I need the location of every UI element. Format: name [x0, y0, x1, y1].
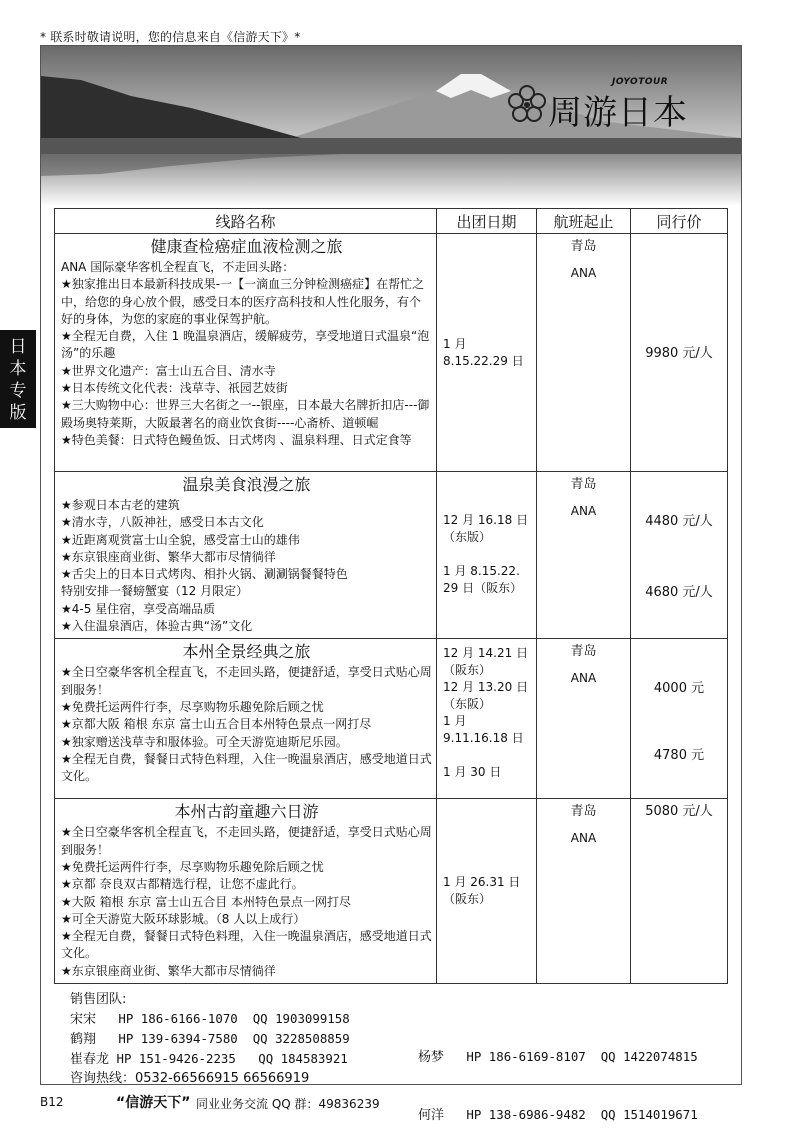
- route-line: ★近距离观赏富士山全貌，感受富士山的雄伟: [61, 532, 300, 547]
- contact-phone: HP 139-6394-7580: [118, 1031, 238, 1046]
- price-cell: [631, 234, 728, 472]
- route-description: [55, 472, 437, 639]
- header-price: 同行价: [631, 209, 728, 234]
- side-tab-char: 版: [9, 403, 27, 423]
- date-line: 1 月 8.15.22.: [443, 564, 520, 578]
- price-value: 4680 元/人: [645, 585, 713, 600]
- table-row: [55, 639, 728, 799]
- departure-city: 青岛: [570, 644, 597, 660]
- japan-edition-tab: [0, 330, 36, 428]
- flight-route: [537, 639, 631, 799]
- route-line: ★全程无自费，入住 1 晚温泉酒店，缓解疲劳，享受地道日式温泉“泡汤”的乐趣: [61, 329, 430, 361]
- date-line: （东阪）: [443, 697, 492, 712]
- route-line: ★可全天游览大阪环球影城。（8 人以上成行）: [61, 911, 306, 926]
- route-line: ★入住温泉酒店，体验古典“汤”文化: [61, 619, 253, 634]
- contact-phone: HP 151-9426-2235: [116, 1051, 236, 1066]
- price-value: 4780 元: [653, 748, 705, 764]
- price-value: 9980 元/人: [645, 346, 713, 361]
- price-value: 4480 元/人: [645, 514, 713, 529]
- contact-row: [418, 1105, 698, 1125]
- contact-row: [70, 1009, 350, 1029]
- date-line: 29 日（阪东）: [443, 581, 523, 595]
- route-line: ★独家赠送浅草寺和服体验。可全天游览迪斯尼乐园。: [61, 734, 348, 749]
- flight-route: [537, 472, 631, 639]
- footer-brand: “信游天下”: [116, 1095, 191, 1111]
- route-line: ★4-5 星住宿，享受高端品质: [61, 601, 216, 616]
- route-line: ★参观日本古老的建筑: [61, 498, 180, 512]
- date-line: 1 月: [443, 336, 467, 351]
- departure-city: 青岛: [570, 239, 597, 254]
- route-line: ★全程无自费，餐餐日式特色料理，入住一晚温泉酒店，感受地道日式文化。: [61, 751, 432, 784]
- side-tab-char: 本: [9, 359, 27, 379]
- side-tab-char: 专: [9, 381, 27, 401]
- contact-qq: QQ 1514019671: [600, 1107, 698, 1122]
- departure-dates: [437, 799, 537, 984]
- date-line: 1 月: [443, 714, 467, 729]
- airline: ANA: [570, 831, 597, 846]
- contact-phone: HP 186-6169-8107: [466, 1049, 586, 1064]
- flight-route: [537, 799, 631, 984]
- date-line: 9.11.16.18 日: [443, 731, 524, 746]
- route-line: ★独家推出日本最新科技成果-一【一滴血三分钟检测癌症】在帮忙之中，给您的身心放个假，感受日本的医疗高科技和人性化服务，有个好的身体，为您的家庭的事业保驾护航。: [61, 277, 425, 326]
- table-row: [55, 472, 728, 639]
- route-line: ★京都大阪 箱根 东京 富士山五合目本州特色景点一网打尽: [61, 717, 372, 732]
- contact-qq: QQ 1422074815: [600, 1049, 698, 1064]
- date-line: 1 月 26.31 日: [443, 875, 521, 890]
- route-line: ★免费托运两件行李，尽享购物乐趣免除后顾之忧: [61, 859, 324, 874]
- departure-city: 青岛: [570, 804, 597, 820]
- tour-table: [54, 208, 728, 984]
- contact-qq: QQ 1903099158: [252, 1011, 350, 1026]
- price-value: 5080 元/人: [645, 804, 713, 820]
- flight-route: [537, 234, 631, 472]
- contact-name: 何洋: [418, 1108, 445, 1123]
- route-line: ★免费托运两件行李，尽享购物乐趣免除后顾之忧: [61, 699, 324, 714]
- departure-dates: [437, 639, 537, 799]
- contact-phone: HP 138-6986-9482: [466, 1107, 586, 1122]
- route-title: 本州全景经典之旅: [182, 642, 311, 662]
- sales-team-right: [418, 1009, 698, 1144]
- date-line: （阪东）: [443, 892, 492, 907]
- route-line: ★大阪 箱根 东京 富士山五合目 本州特色景点一网打尽: [61, 894, 352, 909]
- departure-city: 青岛: [570, 477, 597, 492]
- route-description: [55, 799, 437, 984]
- route-description: [55, 234, 437, 472]
- route-line: ★全程无自费，餐餐日式特色料理，入住一晚温泉酒店，感受地道日式文化。: [61, 929, 432, 961]
- contact-name: 宋宋: [70, 1012, 97, 1027]
- route-line: ★全日空豪华客机全程直飞，不走回头路，便捷舒适，享受日式贴心周到服务！: [61, 825, 432, 857]
- date-line: [443, 546, 530, 563]
- contact-qq: QQ 3228508859: [252, 1031, 350, 1046]
- route-line: ★清水寺，八阪神社，感受日本古文化: [61, 515, 264, 530]
- date-line: [443, 747, 530, 764]
- sales-heading: 销售团队:: [70, 992, 127, 1007]
- route-line: ★东京银座商业街、繁华大都市尽情徜徉: [61, 963, 276, 978]
- departure-dates: [437, 234, 537, 472]
- contact-row: [70, 1029, 350, 1049]
- route-line: ★舌尖上的日本日式烤肉、相扑火锅、涮涮锅餐餐特色: [61, 567, 348, 582]
- route-line: ★日本传统文化代表：浅草寺、祇园艺妓街: [61, 381, 288, 396]
- header-note: * 联系时敬请说明，您的信息来自《信游天下》*: [40, 30, 301, 44]
- contact-phone: HP 186-6166-1070: [118, 1011, 238, 1026]
- footer-qq-group: 同业业务交流 QQ 群：49836239: [196, 1097, 380, 1111]
- sales-team: [70, 990, 350, 1088]
- route-line: ★东京银座商业街、繁华大都市尽情徜徉: [61, 549, 276, 564]
- table-row: [55, 799, 728, 984]
- hotline: 咨询热线：0532-66566915 66566919: [70, 1071, 310, 1086]
- price-value: 4000 元: [653, 681, 705, 697]
- date-line: 1 月 30 日: [443, 765, 502, 780]
- date-line: 12 月 16.18 日: [443, 513, 529, 527]
- logo-title: 周游日本: [548, 93, 688, 133]
- route-line: ★京都 奈良双古都精选行程，让您不虚此行。: [61, 877, 304, 892]
- table-header-row: [55, 209, 728, 234]
- date-line: （阪东）: [443, 663, 492, 678]
- side-tab-char: 日: [9, 337, 27, 357]
- route-description: [55, 639, 437, 799]
- route-line: ANA 国际豪华客机全程直飞，不走回头路：: [61, 260, 295, 274]
- price-cell: [631, 639, 728, 799]
- route-title: 健康查检癌症血液检测之旅: [150, 237, 343, 256]
- logo-subtitle: JOYOTOUR: [612, 77, 669, 87]
- route-line: ★特色美餐：日式特色鳗鱼饭、日式烤肉 、温泉料理、日式定食等: [61, 432, 412, 447]
- contact-qq: QQ 184583921: [258, 1051, 348, 1066]
- airline: ANA: [570, 266, 597, 280]
- date-line: 8.15.22.29 日: [443, 353, 524, 368]
- date-line: （东版）: [443, 530, 492, 544]
- header-route-name: 线路名称: [55, 209, 437, 234]
- contact-name: 崔春龙: [70, 1052, 110, 1067]
- route-title: 本州古韵童趣六日游: [174, 802, 319, 822]
- page-number: B12: [40, 1095, 64, 1109]
- contact-name: 鹤翔: [70, 1032, 97, 1047]
- route-title: 温泉美食浪漫之旅: [182, 475, 311, 494]
- date-line: 12 月 13.20 日: [443, 680, 529, 695]
- route-line: ★全日空豪华客机全程直飞，不走回头路，便捷舒适，享受日式贴心周到服务！: [61, 665, 432, 697]
- route-line: ★世界文化遗产：富士山五合目、清水寺: [61, 363, 276, 378]
- date-line: 12 月 14.21 日: [443, 646, 529, 661]
- departure-dates: [437, 472, 537, 639]
- contact-row: [70, 1049, 350, 1069]
- airline: ANA: [570, 671, 597, 686]
- table-row: [55, 234, 728, 472]
- airline: ANA: [570, 504, 597, 518]
- price-cell: [631, 472, 728, 639]
- header-departure-date: 出团日期: [437, 209, 537, 234]
- price-cell: [631, 799, 728, 984]
- contact-row: [418, 1047, 698, 1067]
- contact-name: 杨梦: [418, 1050, 445, 1065]
- route-line: 特别安排一餐螃蟹宴（12 月限定）: [61, 584, 249, 599]
- sakura-logo-icon: [507, 84, 547, 124]
- header-flight-route: 航班起止: [537, 209, 631, 234]
- route-line: ★三大购物中心：世界三大名街之一--银座，日本最大名牌折扣店---御殿场奥特莱斯，大阪最著名的商业饮食街----心斋桥、道顿崛: [61, 398, 430, 430]
